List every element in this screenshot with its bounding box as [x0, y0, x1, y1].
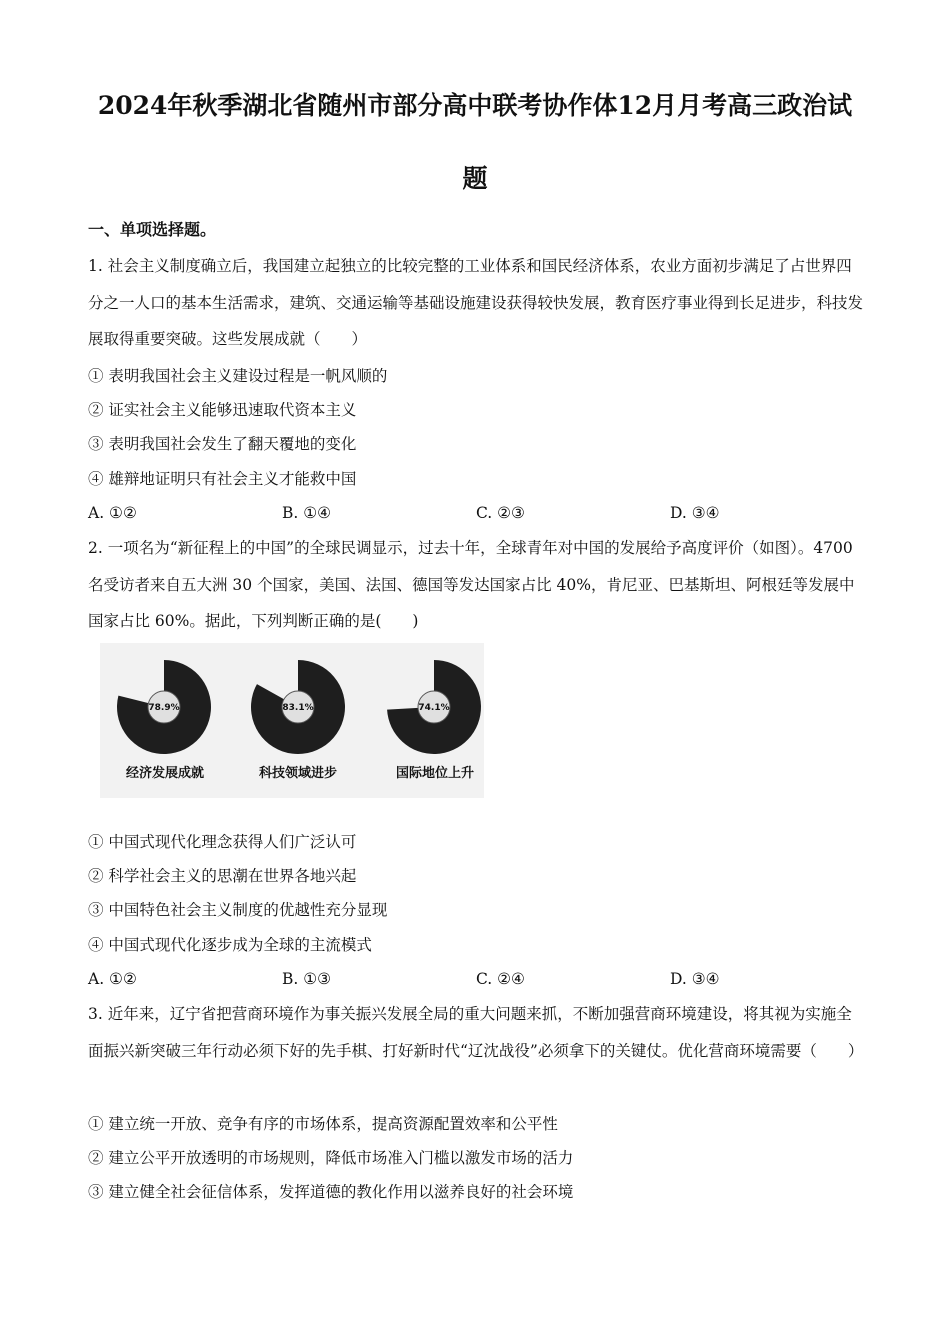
q1-item-4: ④ 雄辩地证明只有社会主义才能救中国: [88, 470, 357, 488]
donut-value-label-3: 74.1%: [418, 703, 450, 713]
q1-item-1: ① 表明我国社会主义建设过程是一帆风顺的: [88, 367, 388, 385]
donut-label-international: 国际地位上升: [395, 766, 474, 781]
q3-item-1: ① 建立统一开放、竞争有序的市场体系，提高资源配置效率和公平性: [88, 1115, 558, 1133]
question-1-stem: 1. 社会主义制度确立后，我国建立起独立的比较完整的工业体系和国民经济体系，农业方面初步满足了占世界四分之一人口的基本生活需求，建筑、交通运输等基础设施建设获得较快发展，教育医疗事业得到长足进步，科技发展取得重要突破。这些发展成就（ ）: [88, 257, 864, 348]
question-3-stem: 3. 近年来，辽宁省把营商环境作为事关振兴发展全局的重大问题来抓，不断加强营商环境建设，将其视为实施全面振兴新突破三年行动必须下好的先手棋、打好新时代“辽沈战役”必须拿下的关键仗。优化营商环境需要（ ）: [88, 1005, 864, 1060]
page-title-continued: 题: [462, 164, 488, 193]
q2-option-c: C. ②④: [476, 970, 525, 988]
page-title: 2024年秋季湖北省随州市部分高中联考协作体12月月考高三政治试: [97, 91, 853, 120]
section-heading: 一、单项选择题。: [88, 220, 217, 239]
donut-label-technology: 科技领域进步: [258, 766, 337, 781]
q2-option-a: A. ①②: [88, 970, 137, 988]
q1-item-2: ② 证实社会主义能够迅速取代资本主义: [88, 401, 357, 419]
q1-option-b: B. ①④: [282, 504, 332, 522]
q2-item-1: ① 中国式现代化理念获得人们广泛认可: [88, 833, 357, 851]
donut-chart-2: [242, 657, 354, 757]
q3-item-2: ② 建立公平开放透明的市场规则，降低市场准入门槛以激发市场的活力: [88, 1149, 574, 1167]
q2-item-4: ④ 中国式现代化逐步成为全球的主流模式: [88, 936, 372, 954]
q2-option-b: B. ①③: [282, 970, 332, 988]
donut-chart-3: [378, 657, 490, 757]
q1-item-3: ③ 表明我国社会发生了翻天覆地的变化: [88, 435, 357, 453]
question-2-stem: 2. 一项名为“新征程上的中国”的全球民调显示，过去十年，全球青年对中国的发展给予高度评价（如图）。4700 名受访者来自五大洲 30 个国家，美国、法国、德国等发达国家占比 40%，肯尼亚、巴基斯坦、阿根廷等发展中国家占比 60%。据此，下列判断正确的是( ): [88, 539, 855, 630]
donut-value-label-2: 83.1%: [282, 703, 314, 713]
donut-chart-1: [108, 657, 220, 757]
q1-option-d: D. ③④: [670, 504, 720, 522]
donut-chart-figure: [100, 643, 484, 798]
donut-value-label-1: 78.9%: [148, 703, 180, 713]
q2-item-3: ③ 中国特色社会主义制度的优越性充分显现: [88, 901, 388, 919]
q2-item-2: ② 科学社会主义的思潮在世界各地兴起: [88, 867, 357, 885]
q1-option-a: A. ①②: [88, 504, 137, 522]
donut-label-economy: 经济发展成就: [125, 766, 204, 781]
q1-option-c: C. ②③: [476, 504, 525, 522]
q2-option-d: D. ③④: [670, 970, 720, 988]
q3-item-3: ③ 建立健全社会征信体系，发挥道德的教化作用以滋养良好的社会环境: [88, 1183, 574, 1201]
